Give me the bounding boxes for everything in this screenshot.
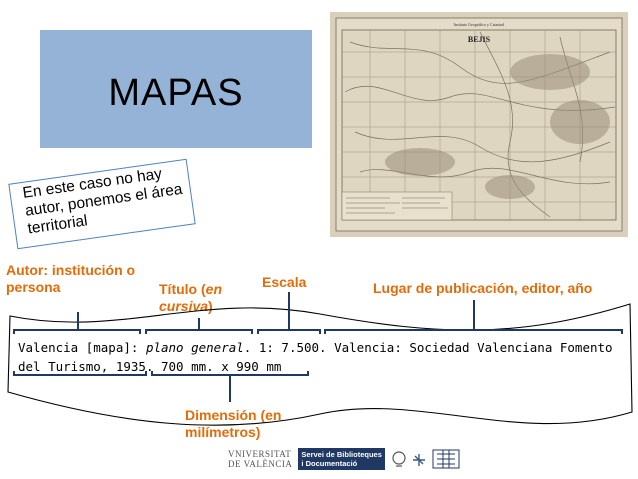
label-escala: Escala	[262, 274, 307, 290]
university-logo: VNIVERSITAT DE VALÈNCIA	[228, 449, 293, 469]
bracket-author	[14, 330, 140, 334]
library-service-logo: Servei de Biblioteques i Documentació	[298, 448, 384, 470]
map-header-small: Instituto Geográfico y Catastral	[453, 22, 505, 27]
label-dimension: Dimensión (en milímetros)	[185, 407, 282, 440]
bracket-title	[146, 330, 252, 334]
note-text: En este caso no hay autor, ponemos el área territorial	[21, 165, 184, 238]
star-icon	[413, 454, 425, 466]
label-titulo: Título (en cursiva)	[159, 281, 222, 314]
partner-logos	[391, 446, 461, 472]
citation-author: Valencia [mapa]	[18, 340, 131, 355]
citation-publication-1: Valencia: Sociedad Valenciana Fomento	[334, 340, 613, 355]
citation-dimension: 700 mm. x 990 mm	[161, 359, 282, 374]
citation-publication-2: del Turismo, 1935	[18, 359, 146, 374]
citation-title: plano general	[145, 340, 244, 355]
bracket-scale	[258, 330, 320, 334]
footer-logos	[228, 444, 461, 474]
label-lugar: Lugar de publicación, editor, año	[373, 280, 593, 296]
bracket-publication	[325, 330, 622, 334]
lightbulb-icon	[393, 452, 405, 464]
citation-line-1: Valencia [mapa]: plano general. 1: 7.500. Valencia: Sociedad Valenciana Fomento	[18, 340, 613, 355]
page-title: MAPAS	[108, 71, 244, 114]
map-header-title: BEJIS	[467, 35, 491, 44]
citation-line-2: del Turismo, 1935. 700 mm. x 990 mm	[18, 359, 282, 374]
label-autor: Autor: institución o persona	[6, 262, 136, 295]
